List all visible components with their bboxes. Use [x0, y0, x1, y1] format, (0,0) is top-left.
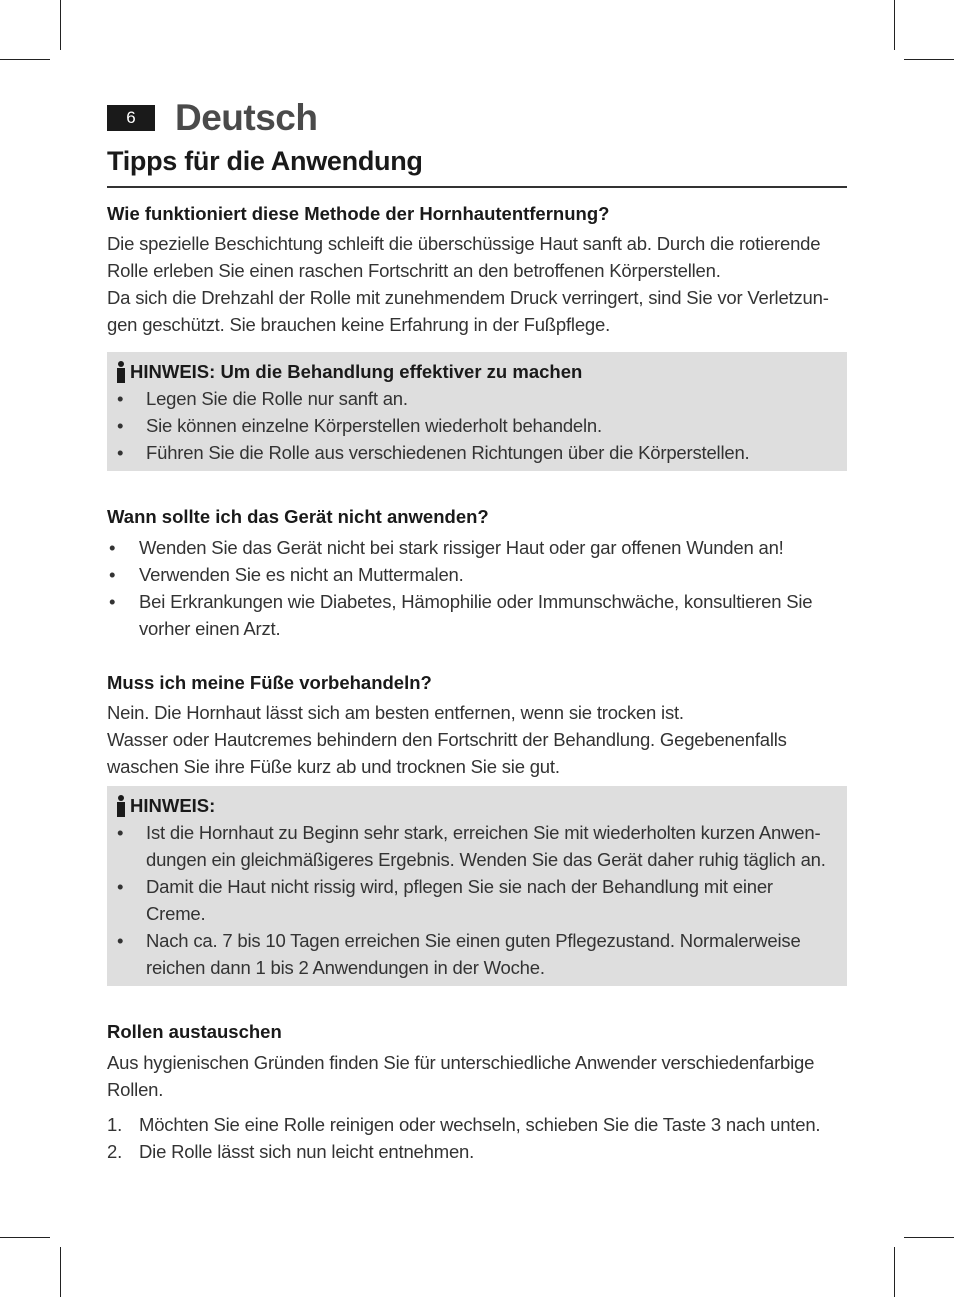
crop-mark — [904, 1237, 954, 1238]
info-icon — [115, 361, 127, 383]
crop-mark — [894, 1247, 895, 1297]
list-item: • Legen Sie die Rolle nur sanft an. — [117, 388, 408, 409]
note-box — [107, 786, 847, 986]
note-title: HINWEIS: Um die Behandlung effektiver zu machen — [130, 361, 583, 382]
page-content — [107, 142, 847, 1165]
note-heading — [115, 792, 837, 819]
list-item: • Bei Erkrankungen wie Diabetes, Hämophilie oder Immunschwäche, konsultieren Sie vorher einen Arzt. — [109, 591, 813, 639]
replace-paragraph: Aus hygienischen Gründen finden Sie für unterschiedliche Anwender verschiedenfarbige Rollen. — [107, 1052, 815, 1100]
list-item: 1. Möchten Sie eine Rolle reinigen oder wechseln, schieben Sie die Taste 3 nach unten. — [107, 1114, 821, 1135]
crop-mark — [60, 1247, 61, 1297]
page-header — [107, 98, 317, 138]
method-heading: Wie funktioniert diese Methode der Hornhautentfernung? — [107, 203, 610, 224]
pretreat-section — [107, 669, 847, 780]
note-heading — [115, 358, 837, 385]
method-paragraph: Da sich die Drehzahl der Rolle mit zunehmendem Druck verringert, sind Sie vor Verletzungen geschützt. Sie brauchen keine Erfahrung in der Fußpflege. — [107, 287, 829, 335]
list-item: • Damit die Haut nicht rissig wird, pflegen Sie sie nach der Behandlung mit einer Creme. — [117, 876, 773, 924]
crop-mark — [0, 1237, 50, 1238]
crop-mark — [60, 0, 61, 50]
when-not-list — [107, 534, 847, 642]
list-item: • Nach ca. 7 bis 10 Tagen erreichen Sie einen guten Pflegezustand. Normalerweise reichen dann 1 bis 2 Anwendungen in der Woche. — [117, 930, 801, 978]
list-item: • Sie können einzelne Körperstellen wiederholt behandeln. — [117, 415, 602, 436]
replace-steps — [107, 1111, 847, 1165]
list-item: 2. Die Rolle lässt sich nun leicht entnehmen. — [107, 1141, 475, 1162]
section-title: Tipps für die Anwendung — [107, 142, 847, 188]
list-item: • Ist die Hornhaut zu Beginn sehr stark, erreichen Sie mit wiederholten kurzen Anwendungen ein gleichmäßigeres Ergebnis. Wenden Sie das Gerät daher ruhig täglich an. — [117, 822, 826, 870]
pretreat-paragraph: Wasser oder Hautcremes behindern den Fortschritt der Behandlung. Gegebenenfalls waschen Sie ihre Füße kurz ab und trocknen Sie sie gut. — [107, 729, 787, 777]
language-title: Deutsch — [175, 97, 318, 138]
note-list — [115, 819, 837, 981]
crop-mark — [904, 59, 954, 60]
info-icon — [115, 795, 127, 817]
crop-mark — [894, 0, 895, 50]
method-paragraph: Die spezielle Beschichtung schleift die überschüssige Haut sanft ab. Durch die rotierende Rolle erleben Sie einen raschen Fortschritt an den betroffenen Körperstellen. — [107, 233, 821, 281]
when-not-section — [107, 503, 847, 642]
list-item: • Verwenden Sie es nicht an Muttermalen. — [109, 564, 464, 585]
when-not-heading: Wann sollte ich das Gerät nicht anwenden? — [107, 506, 489, 527]
list-item: • Führen Sie die Rolle aus verschiedenen Richtungen über die Körperstellen. — [117, 442, 750, 463]
replace-heading: Rollen austauschen — [107, 1021, 282, 1042]
replace-section — [107, 1018, 847, 1165]
note-box — [107, 352, 847, 471]
crop-mark — [0, 59, 50, 60]
pretreat-paragraph: Nein. Die Hornhaut lässt sich am besten entfernen, wenn sie trocken ist. — [107, 702, 684, 723]
list-item: • Wenden Sie das Gerät nicht bei stark rissiger Haut oder gar offenen Wunden an! — [109, 537, 784, 558]
note-title: HINWEIS: — [130, 795, 216, 816]
note-list — [115, 385, 837, 466]
pretreat-heading: Muss ich meine Füße vorbehandeln? — [107, 672, 432, 693]
page-number: 6 — [107, 105, 155, 131]
method-section — [107, 200, 847, 338]
